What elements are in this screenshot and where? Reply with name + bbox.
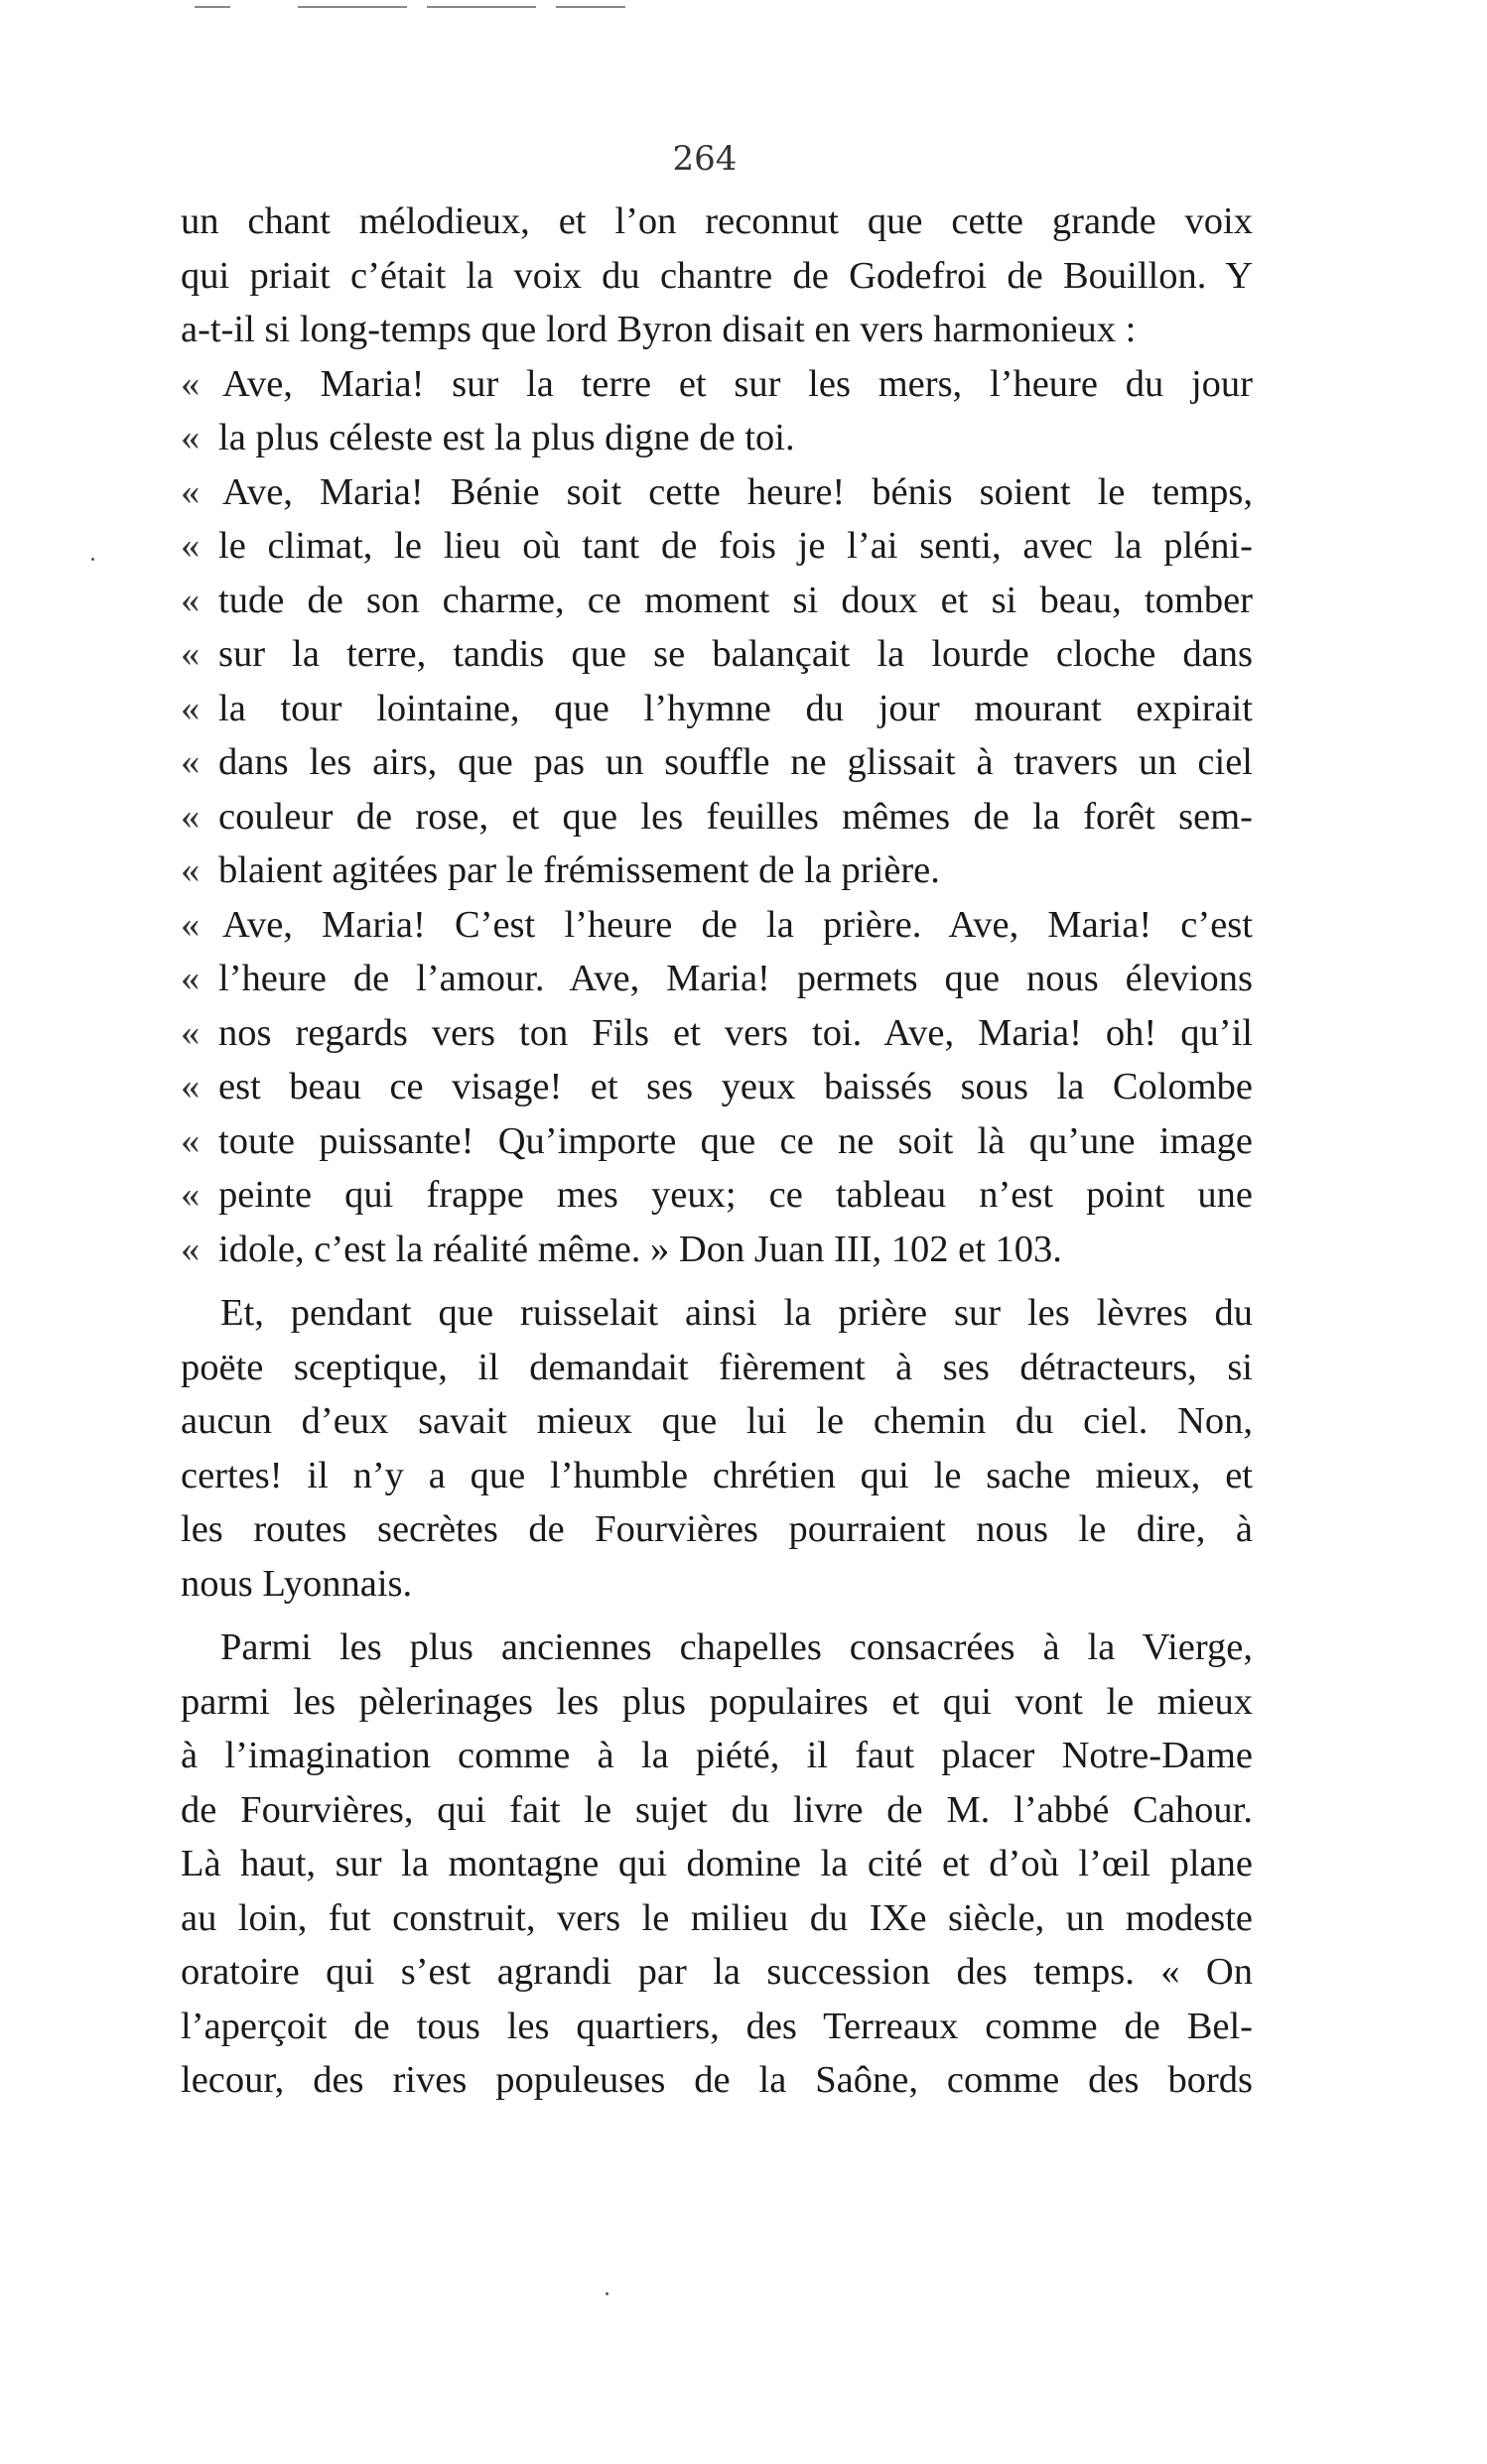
quote-line bbox=[181, 465, 1253, 520]
guillemet-mark: « bbox=[181, 1119, 201, 1162]
guillemet-mark: « bbox=[181, 958, 201, 999]
quote-line bbox=[181, 898, 1253, 953]
text-line: à l’imagination comme à la piété, il faut placer Notre-Dame bbox=[181, 1735, 1253, 1776]
paragraph-first-line: Et, pendant que ruisselait ainsi la prière sur les lèvres du bbox=[220, 1292, 1253, 1334]
guillemet-mark: « bbox=[181, 417, 201, 458]
top-edge-rule bbox=[556, 6, 625, 8]
text-line: les routes secrètes de Fourvières pourraient nous le dire, à bbox=[181, 1508, 1253, 1550]
text-line: un chant mélodieux, et l’on reconnut que cette grande voix bbox=[181, 200, 1253, 242]
guillemet-mark: « bbox=[181, 795, 201, 838]
guillemet-mark: « bbox=[181, 849, 201, 891]
quote-line bbox=[181, 519, 1253, 574]
guillemet-mark: « bbox=[181, 1228, 201, 1270]
quote-text: l’heure de l’amour. Ave, Maria! permets que nous élevions bbox=[218, 958, 1253, 999]
text-line: de Fourvières, qui fait le sujet du livre de M. l’abbé Cahour. bbox=[181, 1788, 1253, 1831]
page-number: 264 bbox=[672, 139, 738, 179]
guillemet-mark: « bbox=[181, 1174, 201, 1216]
top-edge-rule bbox=[427, 6, 536, 8]
speck bbox=[91, 558, 94, 561]
text-line: poëte sceptique, il demandait fièrement à ses détracteurs, si bbox=[181, 1346, 1253, 1388]
guillemet-mark: « bbox=[181, 525, 201, 567]
quote-line bbox=[181, 790, 1253, 844]
guillemet-mark: « bbox=[181, 741, 201, 783]
guillemet-mark: « bbox=[181, 1011, 201, 1054]
quote-text: est beau ce visage! et ses yeux baissés sous la Colombe bbox=[218, 1066, 1253, 1107]
text-line: aucun d’eux savait mieux que lui le chemin du ciel. Non, bbox=[181, 1400, 1253, 1442]
paragraph-gap bbox=[181, 1611, 1253, 1621]
quote-line bbox=[181, 1168, 1253, 1223]
quote-line bbox=[181, 357, 1253, 412]
quote-text: blaient agitées par le frémissement de la prière. bbox=[218, 849, 940, 891]
quote-text: Ave, Maria! Bénie soit cette heure! bénis soient le temps, bbox=[222, 470, 1253, 513]
quote-text: le climat, le lieu où tant de fois je l’ai senti, avec la pléni- bbox=[218, 525, 1253, 567]
text-line: oratoire qui s’est agrandi par la succession des temps. « On bbox=[181, 1951, 1253, 1993]
text-line: au loin, fut construit, vers le milieu du IXe siècle, un modeste bbox=[181, 1896, 1253, 1939]
quote-text: la tour lointaine, que l’hymne du jour mourant expirait bbox=[218, 687, 1253, 729]
guillemet-mark: « bbox=[181, 687, 201, 729]
guillemet-mark: « bbox=[181, 903, 201, 946]
text-line: Là haut, sur la montagne qui domine la cité et d’où l’œil plane bbox=[181, 1843, 1253, 1884]
quote-text: Ave, Maria! C’est l’heure de la prière. Ave, Maria! c’est bbox=[222, 903, 1253, 946]
text-line: qui priait c’était la voix du chantre de Godefroi de Bouillon. Y bbox=[181, 254, 1253, 297]
text-line: certes! il n’y a que l’humble chrétien qui le sache mieux, et bbox=[181, 1454, 1253, 1496]
paragraph-first-line: Parmi les plus anciennes chapelles consacrées à la Vierge, bbox=[220, 1626, 1253, 1668]
body-text bbox=[181, 195, 1253, 2108]
guillemet-mark: « bbox=[181, 362, 201, 405]
quote-text: tude de son charme, ce moment si doux et si beau, tomber bbox=[218, 579, 1253, 621]
quote-text: idole, c’est la réalité même. » Don Juan III, 102 et 103. bbox=[218, 1228, 1062, 1270]
quote-line bbox=[181, 735, 1253, 790]
quote-line bbox=[181, 1060, 1253, 1114]
text-line: parmi les pèlerinages les plus populaires et qui vont le mieux bbox=[181, 1680, 1253, 1723]
text-line: nous Lyonnais. bbox=[181, 1562, 413, 1605]
quote-text: sur la terre, tandis que se balançait la lourde cloche dans bbox=[218, 633, 1253, 675]
quote-text: nos regards vers ton Fils et vers toi. Ave, Maria! oh! qu’il bbox=[218, 1011, 1253, 1054]
quote-text: Ave, Maria! sur la terre et sur les mers, l’heure du jour bbox=[222, 362, 1253, 405]
guillemet-mark: « bbox=[181, 1066, 201, 1107]
guillemet-mark: « bbox=[181, 470, 201, 513]
text-line: a-t-il si long-temps que lord Byron disait en vers harmonieux : bbox=[181, 309, 1137, 350]
quote-line bbox=[181, 1114, 1253, 1169]
top-edge-rule bbox=[298, 6, 407, 8]
quote-line bbox=[181, 682, 1253, 736]
speck bbox=[606, 2292, 608, 2295]
quote-text: dans les airs, que pas un souffle ne glissait à travers un ciel bbox=[218, 741, 1253, 783]
quote-line bbox=[181, 952, 1253, 1006]
quote-text: peinte qui frappe mes yeux; ce tableau n’est point une bbox=[218, 1174, 1253, 1216]
quote-text: la plus céleste est la plus digne de toi. bbox=[218, 417, 795, 458]
quote-line bbox=[181, 627, 1253, 682]
quote-text: toute puissante! Qu’importe que ce ne soit là qu’une image bbox=[218, 1119, 1253, 1162]
paragraph-gap bbox=[181, 1276, 1253, 1286]
guillemet-mark: « bbox=[181, 579, 201, 621]
guillemet-mark: « bbox=[181, 633, 201, 675]
quote-line bbox=[181, 1006, 1253, 1061]
top-edge-rule bbox=[195, 6, 230, 8]
quote-text: couleur de rose, et que les feuilles mêmes de la forêt sem- bbox=[218, 795, 1253, 838]
quote-line bbox=[181, 574, 1253, 628]
quote-line bbox=[181, 411, 1253, 465]
quote-line bbox=[181, 1223, 1253, 1277]
quote-line bbox=[181, 843, 1253, 898]
text-line: lecour, des rives populeuses de la Saône, comme des bords bbox=[181, 2059, 1253, 2101]
text-line: l’aperçoit de tous les quartiers, des Terreaux comme de Bel- bbox=[181, 2005, 1253, 2047]
